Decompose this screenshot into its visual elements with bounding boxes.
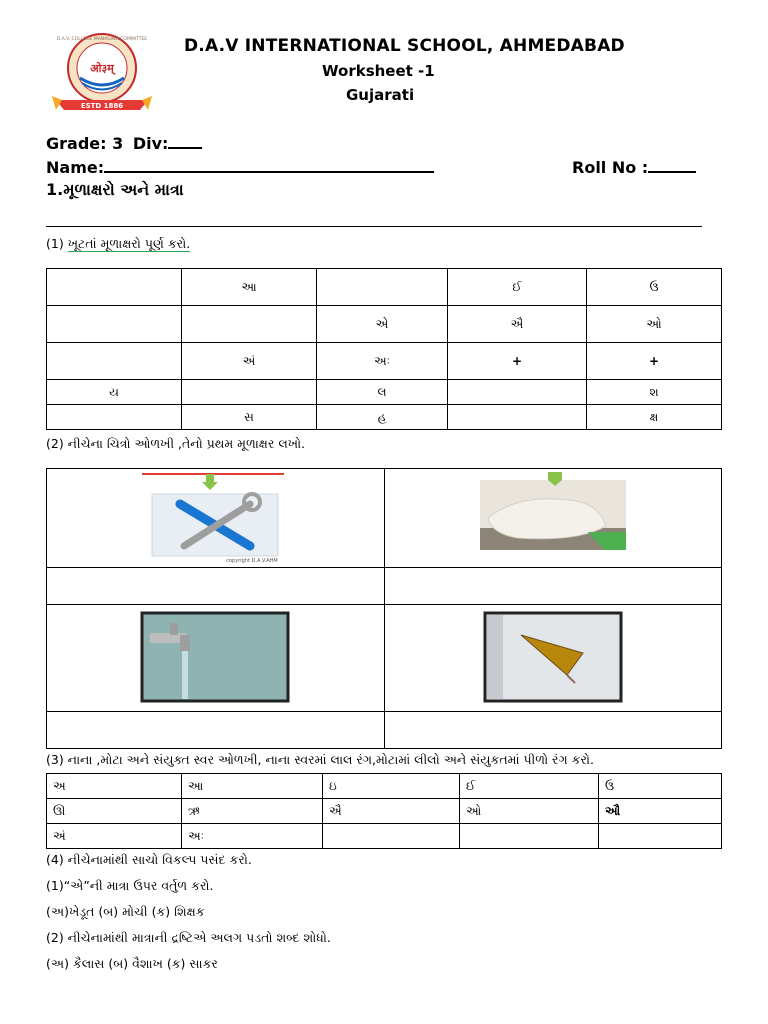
- table-cell[interactable]: અઃ: [317, 343, 448, 380]
- vowels-table: [46, 773, 722, 849]
- roll-row: [572, 156, 696, 177]
- school-logo: [52, 26, 152, 118]
- table-row: [47, 405, 722, 430]
- section-1-title: 1.મૂળાક્ષરો અને માત્રા: [46, 180, 184, 199]
- table-cell[interactable]: ઈ: [460, 774, 599, 799]
- copyright-text: copyright D.A.V.AHM: [226, 557, 278, 564]
- name-label: Name:: [46, 158, 105, 177]
- table-row: [47, 824, 722, 849]
- question-1-number: (1): [46, 236, 64, 251]
- picture-cell: [47, 605, 385, 712]
- table-cell[interactable]: [47, 269, 182, 306]
- question-3-text: (3) નાના ,મોટા અને સંયુક્ત સ્વર ઓળખી, નાના સ્વરમાં લાલ રંગ,મોટામાં લીલો અને સંયુકતમાં પીળો રંગ કરો.: [46, 752, 595, 767]
- answer-cell[interactable]: [384, 568, 722, 605]
- name-blank[interactable]: [104, 156, 434, 173]
- table-cell[interactable]: [448, 380, 587, 405]
- answer-cell[interactable]: [47, 568, 385, 605]
- table-cell[interactable]: અ: [47, 774, 182, 799]
- answer-cell[interactable]: [384, 712, 722, 749]
- table-cell[interactable]: [448, 405, 587, 430]
- roll-blank[interactable]: [648, 156, 696, 173]
- table-row: [47, 343, 722, 380]
- table-cell[interactable]: હ: [317, 405, 448, 430]
- table-cell[interactable]: ઓ: [460, 799, 599, 824]
- answer-cell[interactable]: [47, 712, 385, 749]
- table-row: [47, 306, 722, 343]
- table-row: [47, 712, 722, 749]
- trumpet-image: [483, 611, 623, 703]
- question-2-text: (2) નીચેના ચિત્રો ઓળખી ,તેનો પ્રથમ મૂળાક્ષર લખો.: [46, 436, 306, 451]
- picture-cell: [384, 605, 722, 712]
- table-cell[interactable]: આ: [182, 269, 317, 306]
- question-4-part-2-options: (અ) કૈલાસ (બ) વૈશાખ (ક) સાકર: [46, 956, 218, 971]
- table-row: [47, 568, 722, 605]
- table-cell[interactable]: શ: [587, 380, 722, 405]
- picture-cell: [47, 469, 385, 568]
- table-cell[interactable]: ઇ: [323, 774, 460, 799]
- table-cell[interactable]: ઉ: [599, 774, 722, 799]
- grade-div-row: [46, 132, 202, 153]
- question-1: [46, 236, 190, 252]
- question-4-part-1-options: (અ)ખેડૂત (બ) મોચી (ક) શિક્ષક: [46, 904, 205, 919]
- logo-estd-text: ESTD 1886: [80, 102, 124, 110]
- subject-title: Gujarati: [346, 86, 415, 104]
- question-4-part-1: (1)“એ”ની માત્રા ઉપર વર્તુળ કરો.: [46, 878, 214, 893]
- grade-value: 3: [112, 134, 124, 153]
- missing-letters-table: [46, 268, 722, 430]
- table-cell[interactable]: [182, 306, 317, 343]
- table-cell[interactable]: [47, 405, 182, 430]
- table-cell[interactable]: લ: [317, 380, 448, 405]
- question-4-title: (4) નીચેનામાંથી સાચો વિકલ્પ પસંદ કરો.: [46, 852, 252, 867]
- tools-image: [140, 470, 290, 564]
- table-cell[interactable]: [182, 380, 317, 405]
- worksheet-title: Worksheet -1: [322, 62, 435, 80]
- table-cell[interactable]: અઃ: [182, 824, 323, 849]
- table-cell[interactable]: આ: [182, 774, 323, 799]
- table-cell[interactable]: [317, 269, 448, 306]
- table-cell[interactable]: ક્ષ: [587, 405, 722, 430]
- logo-om-text: ओ३म्: [90, 62, 114, 75]
- table-cell[interactable]: ય: [47, 380, 182, 405]
- roll-label: Roll No :: [572, 158, 649, 177]
- grade-label: Grade:: [46, 134, 107, 153]
- answer-line: [46, 226, 702, 227]
- table-cell[interactable]: એ: [317, 306, 448, 343]
- table-cell[interactable]: ઉ: [587, 269, 722, 306]
- school-name: D.A.V INTERNATIONAL SCHOOL, AHMEDABAD: [184, 36, 625, 56]
- table-cell[interactable]: ઐ: [448, 306, 587, 343]
- table-cell[interactable]: ઐ: [323, 799, 460, 824]
- table-cell[interactable]: +: [448, 343, 587, 380]
- table-cell[interactable]: [323, 824, 460, 849]
- table-cell[interactable]: સ: [182, 405, 317, 430]
- table-row: [47, 605, 722, 712]
- question-1-text: ખૂટતાં મૂળાક્ષરો પૂર્ણ કરો.: [67, 236, 191, 251]
- question-4-part-2: (2) નીચેનામાંથી માત્રાની દ્રષ્ટિએ અલગ પડતો શબ્દ શોધો.: [46, 930, 331, 945]
- table-cell[interactable]: [47, 306, 182, 343]
- picture-table: [46, 468, 722, 749]
- table-cell[interactable]: ઈ: [448, 269, 587, 306]
- logo-top-text: D.A.V. COLLEGE MANAGING COMMITTEE: [56, 37, 148, 42]
- div-blank[interactable]: [168, 132, 202, 149]
- table-cell[interactable]: અં: [47, 824, 182, 849]
- table-cell[interactable]: ઓ: [587, 306, 722, 343]
- pillow-image: [478, 470, 628, 564]
- table-cell[interactable]: [599, 824, 722, 849]
- name-row: [46, 156, 434, 177]
- table-row: [47, 380, 722, 405]
- tap-image: [140, 611, 290, 703]
- table-cell[interactable]: [460, 824, 599, 849]
- table-cell[interactable]: ઔ: [599, 799, 722, 824]
- table-cell[interactable]: ઋ: [182, 799, 323, 824]
- table-cell[interactable]: [47, 343, 182, 380]
- table-row: [47, 269, 722, 306]
- table-cell[interactable]: +: [587, 343, 722, 380]
- table-row: [47, 774, 722, 799]
- table-row: [47, 469, 722, 568]
- picture-cell: [384, 469, 722, 568]
- table-cell[interactable]: અં: [182, 343, 317, 380]
- table-cell[interactable]: ઊ: [47, 799, 182, 824]
- question-4: [46, 852, 331, 972]
- table-row: [47, 799, 722, 824]
- div-label: Div:: [132, 134, 169, 153]
